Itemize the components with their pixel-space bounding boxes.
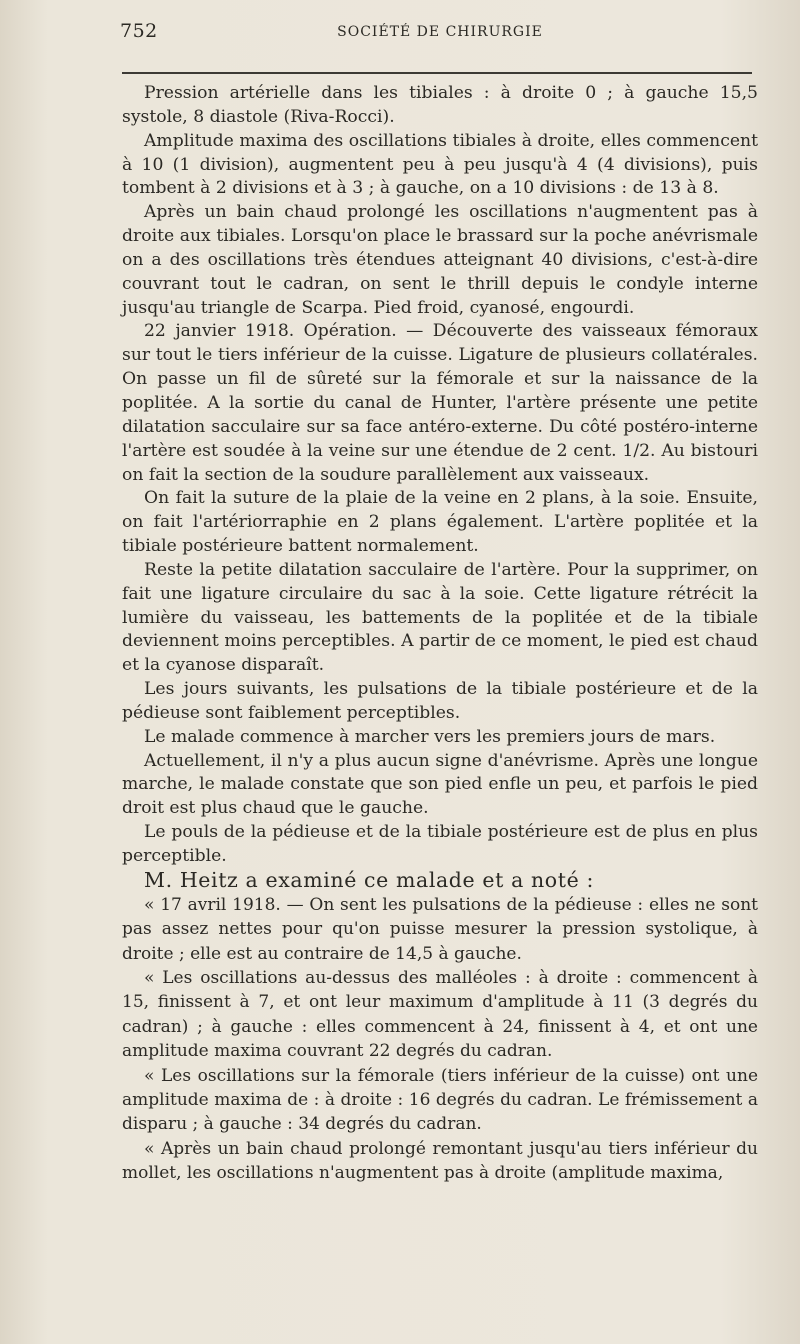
paragraph: Reste la petite dilatation sacculaire de l'artère. Pour la supprimer, on fait une ligature circulaire du sac à la soie. Cette ligature rétrécit la lumière du vaisseau, les battements de la poplitée et de la tibiale deviennent moins perceptibles. A partir de ce moment, le pied est chaud et la cyanose disparaît. — [122, 559, 758, 676]
paragraph: Le pouls de la pédieuse et de la tibiale postérieure est de plus en plus perceptible. — [122, 822, 758, 866]
paragraph: On fait la suture de la plaie de la veine en 2 plans, à la soie. Ensuite, on fait l'artériorraphie en 2 plans également. L'artère poplitée et la tibiale postérieure battent normalement. — [122, 488, 758, 557]
body-text — [122, 82, 758, 1186]
quote-paragraph: « Les oscillations au-dessus des malléoles : à droite : commencent à 15, finissent à 7, et ont leur maximum d'amplitude à 11 (3 degrés du cadran) ; à gauche : elles commencent à 24, finissent à 4, et ont une amplitude maxima couvrant 22 degrés du cadran. — [122, 967, 758, 1062]
section-title: M. Heitz a examiné ce malade et a noté : — [144, 867, 594, 892]
quoted-observation — [122, 893, 758, 1186]
paragraph: 22 janvier 1918. Opération. — Découverte des vaisseaux fémoraux sur tout le tiers inférieur de la cuisse. Ligature de plusieurs collatérales. On passe un fil de sûreté sur la fémorale et sur la naissance de la poplitée. A la sortie du canal de Hunter, l'artère présente une petite dilatation sacculaire sur sa face antéro-externe. Du côté postéro-interne l'artère est soudée à la veine sur une étendue de 2 cent. 1/2. Au bistouri on fait la section de la soudure parallèlement aux vaisseaux. — [122, 321, 758, 485]
paragraph: Amplitude maxima des oscillations tibiales à droite, elles commencent à 10 (1 division), augmentent peu à peu jusqu'à 4 (4 divisions), puis tombent à 2 divisions et à 3 ; à gauche, on a 10 divisions : de 13 à 8. — [122, 130, 758, 199]
paragraph: Après un bain chaud prolongé les oscillations n'augmentent pas à droite aux tibiales. Lorsqu'on place le brassard sur la poche anévrismale on a des oscillations très étendues atteignant 40 divisions, c'est-à-dire couvrant tout le cadran, on sent le thrill depuis le condyle interne jusqu'au triangle de Scarpa. Pied froid, cyanosé, engourdi. — [122, 202, 758, 318]
page-header — [120, 18, 760, 48]
page-number: 752 — [120, 20, 158, 42]
quote-paragraph: « 17 avril 1918. — On sent les pulsations de la pédieuse : elles ne sont pas assez nettes pour qu'on puisse mesurer la pression systolique, à droite ; elle est au contraire de 14,5 à gauche. — [122, 894, 758, 964]
paragraph: Pression artérielle dans les tibiales : à droite 0 ; à gauche 15,5 systole, 8 diastole (Riva-Rocci). — [122, 83, 758, 127]
running-title: SOCIÉTÉ DE CHIRURGIE — [337, 24, 543, 40]
paragraph: Le malade commence à marcher vers les premiers jours de mars. — [144, 726, 716, 747]
header-rule — [122, 72, 752, 74]
paragraph: Les jours suivants, les pulsations de la tibiale postérieure et de la pédieuse sont faiblement perceptibles. — [122, 679, 758, 723]
paragraph: Actuellement, il n'y a plus aucun signe d'anévrisme. Après une longue marche, le malade constate que son pied enfle un peu, et parfois le pied droit est plus chaud que le gauche. — [122, 750, 758, 819]
quote-paragraph: « Les oscillations sur la fémorale (tiers inférieur de la cuisse) ont une amplitude maxima de : à droite : 16 degrés du cadran. Le frémissement a disparu ; à gauche : 34 degrés du cadran. — [122, 1065, 758, 1135]
quote-paragraph: « Après un bain chaud prolongé remontant jusqu'au tiers inférieur du mollet, les oscillations n'augmentent pas à droite (amplitude maxima, — [122, 1138, 758, 1184]
